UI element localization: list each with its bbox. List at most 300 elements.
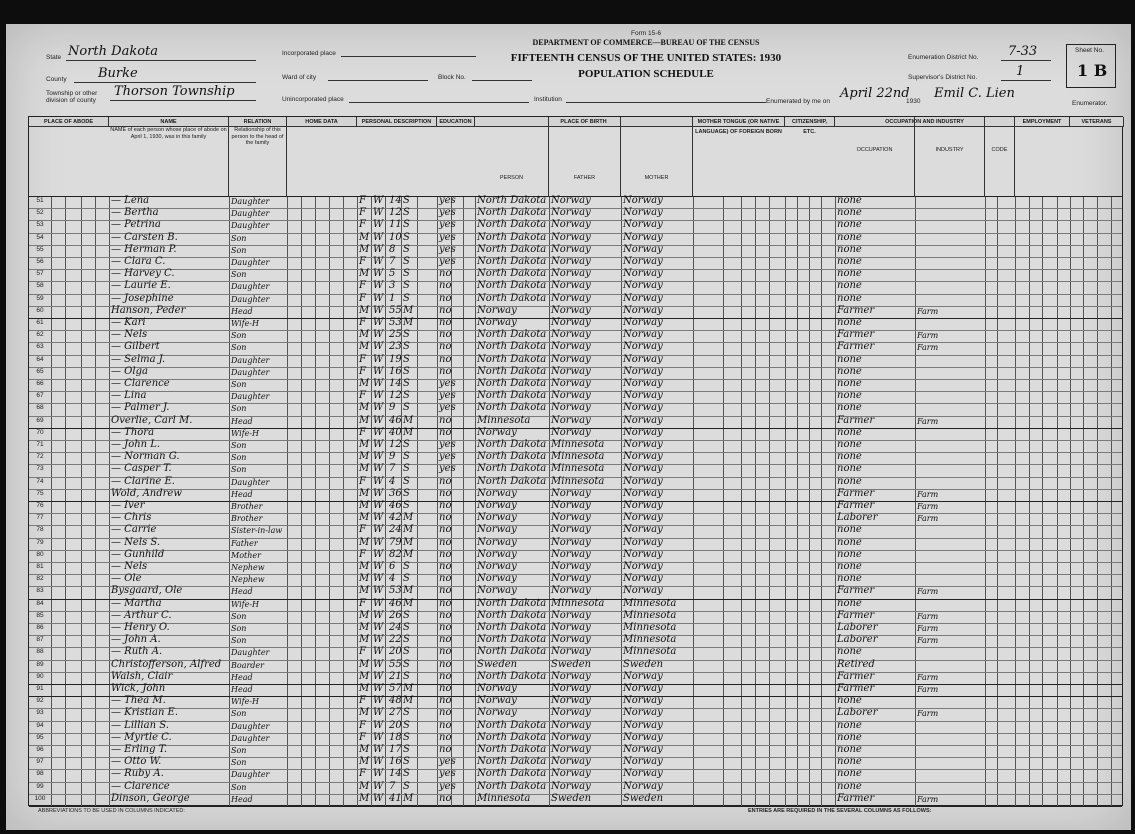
cell-race: W [373, 707, 384, 719]
cell-relation: Son [231, 404, 247, 414]
cell-birthplace: North Dakota [477, 634, 547, 646]
cell-race: W [373, 390, 384, 402]
cell-birthplace: Minnesota [477, 414, 531, 426]
cell-age: 9 [389, 451, 396, 463]
cell-marital: M [403, 597, 414, 609]
cell-birthplace: North Dakota [477, 231, 547, 243]
township-line [110, 100, 256, 101]
enum-district-value: 7-33 [1008, 44, 1038, 59]
cell-marital: S [403, 622, 410, 633]
cell-mother-birthplace: Norway [623, 524, 663, 536]
cell-relation: Daughter [231, 770, 270, 780]
cell-relation: Son [231, 709, 247, 719]
cell-school: no [439, 609, 452, 621]
cell-occupation: Laborer [837, 622, 878, 633]
cell-sex: M [359, 658, 370, 670]
group-veterans: VETERANS [1070, 117, 1124, 127]
cell-mother-birthplace: Norway [623, 561, 663, 572]
cell-father-birthplace: Norway [551, 731, 591, 743]
year-label: 1930 [906, 98, 921, 105]
census-title: FIFTEENTH CENSUS OF THE UNITED STATES: 1930 [510, 52, 782, 64]
cell-marital: M [403, 317, 414, 328]
cell-name: — Iver [111, 500, 145, 511]
cell-occupation: none [837, 646, 862, 658]
cell-sex: M [359, 744, 370, 755]
cell-sex: M [359, 487, 370, 499]
cell-relation: Nephew [231, 563, 265, 572]
cell-relation: Daughter [231, 477, 270, 487]
cell-relation: Nephew [231, 575, 265, 585]
cell-mother-birthplace: Minnesota [623, 622, 677, 633]
cell-mother-birthplace: Norway [623, 731, 663, 743]
cell-mother-birthplace: Norway [623, 475, 663, 487]
cell-occupation: none [837, 548, 862, 560]
cell-father-birthplace: Norway [551, 378, 591, 389]
ward-label: Ward of city [282, 74, 317, 81]
cell-mother-birthplace: Norway [623, 378, 663, 389]
cell-marital: M [403, 585, 414, 597]
cell-marital: S [403, 719, 410, 731]
cell-race: W [373, 475, 384, 487]
cell-mother-birthplace: Norway [623, 451, 663, 463]
line-number: 66 [36, 380, 44, 387]
cell-industry: Farm [917, 502, 939, 511]
cell-father-birthplace: Norway [551, 231, 591, 243]
cell-age: 25 [389, 329, 402, 341]
cell-age: 1 [389, 292, 396, 304]
cell-father-birthplace: Norway [551, 512, 591, 524]
cell-father-birthplace: Norway [551, 622, 591, 633]
cell-age: 10 [389, 231, 402, 243]
cell-school: no [439, 744, 452, 755]
cell-name: — Thora [111, 426, 155, 438]
incorporated-line [341, 56, 476, 57]
cell-age: 11 [389, 219, 402, 231]
cell-sex: M [359, 512, 370, 524]
cell-father-birthplace: Norway [551, 365, 591, 377]
cell-occupation: Farmer [837, 329, 875, 341]
cell-father-birthplace: Norway [551, 390, 591, 402]
cell-birthplace: Norway [477, 683, 517, 694]
cell-school: no [439, 365, 452, 377]
line-number: 53 [36, 221, 44, 229]
cell-father-birthplace: Norway [551, 573, 591, 585]
cell-birthplace: Minnesota [477, 792, 531, 804]
column-header [29, 117, 1122, 197]
line-number: 76 [36, 502, 44, 509]
enumerated-date: April 22nd [840, 86, 910, 101]
cell-age: 14 [389, 768, 402, 780]
cell-name: — Clarine E. [111, 475, 175, 487]
cell-occupation: Farmer [837, 683, 875, 694]
cell-relation: Son [231, 758, 247, 768]
cell-relation: Son [231, 782, 247, 792]
cell-birthplace: North Dakota [477, 768, 547, 780]
line-number: 100 [34, 794, 46, 802]
cell-industry: Farm [917, 636, 939, 646]
cell-marital: S [403, 219, 410, 231]
cell-school: yes [439, 402, 456, 414]
cell-sex: M [359, 573, 370, 585]
cell-marital: S [403, 341, 410, 353]
cell-school: yes [439, 463, 456, 475]
cell-school: no [439, 512, 452, 524]
cell-birthplace: Norway [477, 548, 517, 560]
cell-sex: F [359, 256, 366, 267]
cell-occupation: Farmer [837, 487, 875, 499]
cell-birthplace: Norway [477, 524, 517, 536]
line-number: 61 [36, 319, 44, 326]
cell-relation: Head [231, 794, 253, 804]
cell-race: W [373, 695, 384, 707]
line-number: 51 [36, 197, 44, 204]
cell-name: — Carrie [111, 524, 157, 536]
cell-age: 55 [389, 304, 402, 316]
cell-sex: F [359, 195, 366, 206]
cell-father-birthplace: Minnesota [551, 475, 605, 487]
line-number: 56 [36, 258, 44, 265]
cell-mother-birthplace: Norway [623, 365, 663, 377]
cell-race: W [373, 280, 384, 292]
cell-marital: S [403, 731, 410, 743]
cell-age: 40 [389, 426, 402, 438]
county-label: County [46, 76, 67, 83]
cell-birthplace: North Dakota [477, 256, 547, 267]
cell-mother-birthplace: Norway [623, 207, 663, 219]
line-number: 95 [36, 733, 44, 741]
cell-marital: M [403, 512, 414, 524]
cell-birthplace: North Dakota [477, 280, 547, 292]
cell-age: 26 [389, 609, 402, 621]
cell-marital: S [403, 561, 410, 572]
cell-name: — Ruby A. [111, 768, 164, 780]
cell-age: 5 [389, 268, 396, 280]
line-number: 65 [36, 367, 44, 375]
cell-birthplace: Norway [477, 707, 517, 719]
cell-marital: S [403, 707, 410, 719]
cell-name: — Chris [111, 512, 152, 524]
group-place-of-birth: PLACE OF BIRTH [475, 117, 693, 127]
cell-race: W [373, 670, 384, 682]
cell-relation: Son [231, 624, 247, 633]
cell-marital: S [403, 365, 410, 377]
cell-sex: M [359, 243, 370, 255]
cell-occupation: none [837, 426, 862, 438]
cell-birthplace: Norway [477, 536, 517, 548]
line-number: 74 [36, 477, 44, 485]
enumerator-name: Emil C. Lien [934, 86, 1015, 101]
cell-age: 24 [389, 524, 402, 536]
cell-age: 57 [389, 683, 402, 694]
cell-industry: Farm [917, 343, 939, 353]
cell-school: no [439, 329, 452, 341]
cell-name: — Kristian E. [111, 707, 179, 719]
cell-marital: S [403, 658, 410, 670]
cell-father-birthplace: Norway [551, 317, 591, 328]
cell-birthplace: North Dakota [477, 341, 547, 353]
cell-occupation: none [837, 207, 862, 219]
cell-birthplace: Norway [477, 585, 517, 597]
cell-occupation: none [837, 524, 862, 536]
line-number: 63 [36, 343, 44, 351]
cell-age: 7 [389, 256, 396, 267]
cell-marital: M [403, 414, 414, 426]
cell-father-birthplace: Norway [551, 207, 591, 219]
cell-occupation: Farmer [837, 414, 875, 426]
cell-school: yes [439, 378, 456, 389]
cell-relation: Daughter [231, 733, 270, 743]
cell-race: W [373, 683, 384, 694]
cell-marital: S [403, 634, 410, 646]
cell-mother-birthplace: Norway [623, 500, 663, 511]
cell-race: W [373, 304, 384, 316]
line-number: 86 [36, 624, 44, 631]
cell-sex: F [359, 426, 366, 438]
cell-name: — Josephine [111, 292, 174, 304]
cell-race: W [373, 597, 384, 609]
cell-father-birthplace: Norway [551, 426, 591, 438]
form-number: Form 15-6 [631, 30, 661, 37]
cell-birthplace: North Dakota [477, 451, 547, 463]
cell-name: — Gunhild [111, 548, 165, 560]
cell-mother-birthplace: Norway [623, 341, 663, 353]
cell-age: 79 [389, 536, 402, 548]
cell-school: yes [439, 439, 456, 450]
cell-father-birthplace: Norway [551, 670, 591, 682]
cell-father-birthplace: Norway [551, 329, 591, 341]
cell-occupation: none [837, 353, 862, 365]
cell-marital: S [403, 487, 410, 499]
cell-relation: Daughter [231, 721, 270, 731]
cell-race: W [373, 756, 384, 768]
institution-label: Institution [534, 96, 562, 103]
cell-school: no [439, 683, 452, 694]
cell-mother-birthplace: Norway [623, 304, 663, 316]
cell-age: 14 [389, 195, 402, 206]
cell-father-birthplace: Norway [551, 414, 591, 426]
cell-race: W [373, 719, 384, 731]
cell-marital: S [403, 780, 410, 792]
cell-sex: F [359, 365, 366, 377]
cell-industry: Farm [917, 514, 939, 524]
cell-name: Wold, Andrew [111, 487, 182, 499]
cell-relation: Boarder [231, 660, 264, 670]
line-number: 70 [36, 428, 44, 436]
line-number: 62 [36, 331, 44, 339]
cell-relation: Head [231, 306, 253, 316]
sheet-number-box [1066, 44, 1116, 88]
cell-school: no [439, 426, 452, 438]
cell-occupation: Farmer [837, 341, 875, 353]
cell-industry: Farm [917, 489, 939, 499]
cell-school: no [439, 585, 452, 597]
cell-occupation: none [837, 402, 862, 414]
table-body [29, 197, 1122, 807]
col-name: NAME of each person whose place of abode on April 1, 1930, was in this family [109, 117, 229, 197]
cell-marital: M [403, 524, 414, 536]
cell-mother-birthplace: Norway [623, 292, 663, 304]
line-number: 93 [36, 709, 44, 717]
cell-school: yes [439, 207, 456, 219]
line-number: 78 [36, 526, 44, 534]
cell-birthplace: North Dakota [477, 670, 547, 682]
cell-age: 16 [389, 365, 402, 377]
cell-father-birthplace: Norway [551, 524, 591, 536]
cell-mother-birthplace: Norway [623, 670, 663, 682]
cell-sex: M [359, 231, 370, 243]
cell-age: 42 [389, 512, 402, 524]
cell-mother-birthplace: Norway [623, 536, 663, 548]
cell-father-birthplace: Norway [551, 256, 591, 267]
cell-birthplace: North Dakota [477, 622, 547, 633]
cell-marital: S [403, 670, 410, 682]
cell-sex: F [359, 719, 366, 731]
cell-marital: S [403, 573, 410, 585]
line-number: 81 [36, 563, 44, 570]
cell-relation: Daughter [231, 367, 270, 377]
line-number: 68 [36, 404, 44, 412]
cell-sex: M [359, 609, 370, 621]
cell-birthplace: North Dakota [477, 780, 547, 792]
cell-name: — Martha [111, 597, 162, 609]
cell-name: — Ole [111, 573, 142, 585]
cell-marital: M [403, 683, 414, 694]
cell-marital: S [403, 390, 410, 402]
cell-marital: S [403, 768, 410, 780]
cell-occupation: Farmer [837, 609, 875, 621]
cell-relation: Daughter [231, 258, 270, 267]
cell-sex: M [359, 451, 370, 463]
line-number: 72 [36, 453, 44, 461]
cell-sex: M [359, 402, 370, 414]
line-number: 64 [36, 355, 44, 363]
cell-marital: S [403, 280, 410, 292]
cell-race: W [373, 463, 384, 475]
cell-birthplace: Norway [477, 500, 517, 511]
cell-father-birthplace: Norway [551, 634, 591, 646]
cell-birthplace: North Dakota [477, 243, 547, 255]
cell-school: yes [439, 243, 456, 255]
cell-age: 19 [389, 353, 402, 365]
cell-race: W [373, 622, 384, 633]
cell-birthplace: North Dakota [477, 353, 547, 365]
cell-name: Hanson, Peder [111, 304, 186, 316]
cell-race: W [373, 744, 384, 755]
cell-race: W [373, 426, 384, 438]
cell-race: W [373, 231, 384, 243]
cell-sex: M [359, 707, 370, 719]
cell-mother-birthplace: Norway [623, 426, 663, 438]
cell-age: 36 [389, 487, 402, 499]
cell-industry: Farm [917, 587, 939, 597]
cell-relation: Son [231, 270, 247, 280]
cell-age: 16 [389, 756, 402, 768]
line-number: 91 [36, 685, 44, 692]
cell-industry: Farm [917, 672, 939, 682]
line-number: 54 [36, 233, 44, 241]
cell-occupation: none [837, 243, 862, 255]
cell-school: no [439, 646, 452, 658]
line-number: 80 [36, 550, 44, 558]
cell-mother-birthplace: Norway [623, 548, 663, 560]
cell-relation: Daughter [231, 648, 270, 658]
cell-mother-birthplace: Sweden [623, 658, 664, 670]
cell-mother-birthplace: Norway [623, 707, 663, 719]
cell-age: 55 [389, 658, 402, 670]
census-sheet [6, 24, 1131, 830]
cell-age: 82 [389, 548, 402, 560]
cell-sex: F [359, 280, 366, 292]
footer [28, 806, 1123, 828]
cell-race: W [373, 548, 384, 560]
cell-school: no [439, 695, 452, 707]
line-number: 79 [36, 538, 44, 546]
line-number: 88 [36, 648, 44, 656]
cell-father-birthplace: Norway [551, 768, 591, 780]
cell-age: 53 [389, 585, 402, 597]
cell-age: 3 [389, 280, 396, 292]
cell-occupation: none [837, 561, 862, 572]
line-number: 85 [36, 611, 44, 619]
cell-occupation: none [837, 390, 862, 402]
group-mother-tongue: MOTHER TONGUE (OR NATIVE LANGUAGE) OF FOREIGN BORN [693, 117, 785, 127]
cell-sex: F [359, 292, 366, 304]
cell-industry: Farm [917, 624, 939, 633]
group-home-data: HOME DATA [287, 117, 357, 127]
cell-race: W [373, 658, 384, 670]
institution-line [566, 102, 766, 103]
cell-marital: M [403, 304, 414, 316]
supervisor-value: 1 [1016, 64, 1025, 79]
enum-district-line [1001, 60, 1051, 61]
cell-occupation: none [837, 756, 862, 768]
cell-race: W [373, 500, 384, 511]
cell-age: 6 [389, 561, 396, 572]
block-line [472, 80, 532, 81]
cell-sex: F [359, 390, 366, 402]
cell-father-birthplace: Norway [551, 536, 591, 548]
cell-race: W [373, 487, 384, 499]
cell-relation: Head [231, 416, 253, 426]
cell-school: yes [439, 451, 456, 463]
department-title: DEPARTMENT OF COMMERCE—BUREAU OF THE CENSUS [532, 38, 760, 47]
footer-entries: ENTRIES ARE REQUIRED IN THE SEVERAL COLUMNS AS FOLLOWS: [748, 808, 932, 814]
cell-race: W [373, 256, 384, 267]
cell-name: Walsh, Clair [111, 670, 173, 682]
cell-birthplace: North Dakota [477, 195, 547, 206]
ward-line [328, 80, 428, 81]
cell-marital: S [403, 378, 410, 389]
cell-school: no [439, 731, 452, 743]
cell-mother-birthplace: Norway [623, 243, 663, 255]
cell-occupation: none [837, 195, 862, 206]
cell-birthplace: North Dakota [477, 475, 547, 487]
cell-school: yes [439, 756, 456, 768]
cell-birthplace: North Dakota [477, 609, 547, 621]
cell-marital: S [403, 756, 410, 768]
cell-school: no [439, 536, 452, 548]
cell-marital: S [403, 402, 410, 414]
cell-industry: Farm [917, 306, 939, 316]
cell-school: yes [439, 231, 456, 243]
cell-relation: Brother [231, 502, 263, 511]
cell-name: — Palmer J. [111, 402, 170, 414]
state-value: North Dakota [68, 44, 158, 59]
cell-birthplace: North Dakota [477, 219, 547, 231]
cell-sex: F [359, 353, 366, 365]
cell-relation: Head [231, 685, 253, 694]
cell-sex: M [359, 780, 370, 792]
